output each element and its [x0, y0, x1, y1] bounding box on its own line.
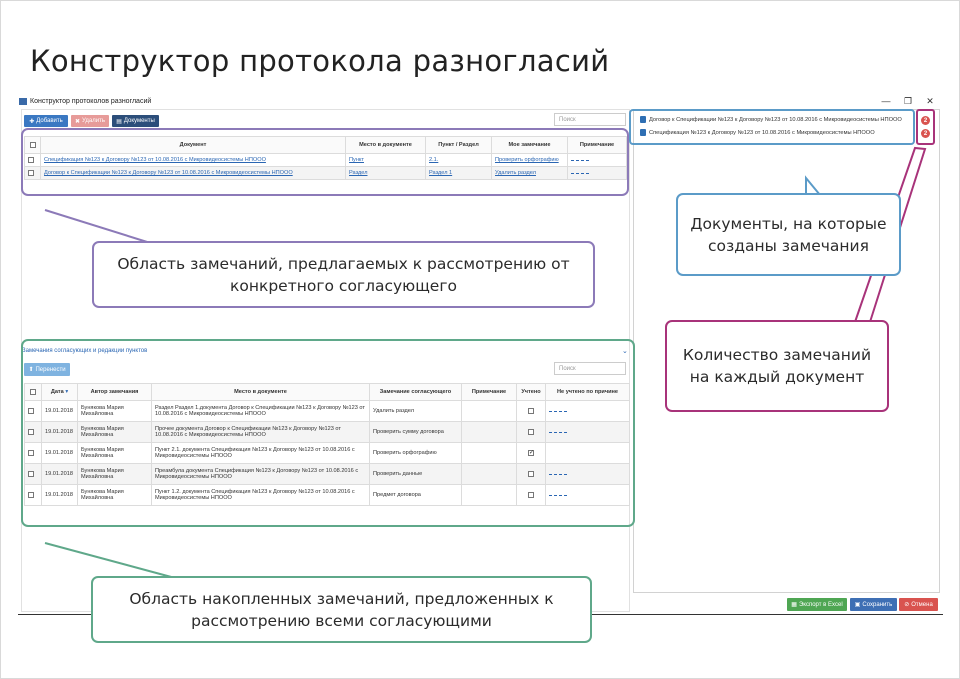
- item-link[interactable]: 2.1.: [429, 157, 439, 163]
- search-input[interactable]: Поиск: [554, 113, 626, 126]
- date-cell: 19.01.2018: [42, 485, 78, 506]
- document-link[interactable]: Договор к Спецификации №123 к Договору №123 от 10.08.2016 с Микровидеосистемы НПООО: [44, 170, 293, 176]
- remarks-count-badge: 2: [921, 116, 930, 125]
- sort-desc-icon: ▾: [65, 389, 69, 395]
- remark-link[interactable]: Проверить орфографию: [495, 157, 559, 163]
- document-title: Спецификация №123 к Договору №123 от 10.08.2016 с Микровидеосистемы НПООО: [649, 129, 875, 136]
- move-label: Перенести: [35, 366, 66, 373]
- remark-link[interactable]: Удалить раздел: [495, 170, 536, 176]
- export-label: Экспорт в Excel: [798, 601, 843, 608]
- place-link[interactable]: Пункт: [349, 157, 364, 163]
- author-cell: Бунякова Мария Михайловна: [78, 464, 152, 485]
- column-header[interactable]: Мое замечание: [492, 137, 568, 154]
- column-header[interactable]: Документ: [41, 137, 346, 154]
- delete-icon: ✖: [75, 118, 81, 125]
- documents-label: Документы: [123, 118, 155, 124]
- date-cell: 19.01.2018: [42, 401, 78, 422]
- add-label: Добавить: [36, 118, 63, 124]
- chevron-down-icon[interactable]: ⌄: [622, 348, 628, 355]
- place-cell: Пункт 1.2. документа Спецификация №123 к Договору №123 от 10.08.2016 с Микровидеосистемы НПООО: [152, 485, 370, 506]
- item-link[interactable]: Раздел 1: [429, 170, 453, 176]
- save-label: Сохранить: [862, 601, 893, 608]
- date-cell: 19.01.2018: [42, 422, 78, 443]
- minimize-icon[interactable]: —: [881, 96, 891, 106]
- column-header[interactable]: Примечание: [462, 384, 517, 401]
- remark-cell: Предмет договора: [370, 485, 462, 506]
- place-link[interactable]: Раздел: [349, 170, 368, 176]
- place-cell: Раздел Раздел 1.документа Договор к Спецификации №123 к Договору №123 от 10.08.2016 с Микровидеосистемы НПООО: [152, 401, 370, 422]
- remarks-count-badge: 2: [921, 129, 930, 138]
- column-header[interactable]: Место в документе: [346, 137, 426, 154]
- remark-cell: Удалить раздел: [370, 401, 462, 422]
- close-icon[interactable]: ✕: [926, 96, 934, 106]
- window-title: Конструктор протоколов разногласий: [30, 98, 152, 105]
- plus-icon: ✚: [29, 118, 35, 125]
- search-input[interactable]: Поиск: [554, 362, 626, 375]
- column-header[interactable]: Пункт / Раздел: [426, 137, 492, 154]
- remark-cell: Проверить данные: [370, 464, 462, 485]
- accumulated-section-title: Замечания согласующих и редакции пунктов: [22, 348, 148, 354]
- author-cell: Бунякова Мария Михайловна: [78, 401, 152, 422]
- place-cell: Преамбула документа Спецификация №123 к Договору №123 от 10.08.2016 с Микровидеосистемы НПООО: [152, 464, 370, 485]
- author-cell: Бунякова Мария Михайловна: [78, 485, 152, 506]
- cancel-icon: ⊘: [904, 602, 910, 608]
- document-link[interactable]: Спецификация №123 к Договору №123 от 10.08.2016 с Микровидеосистемы НПООО: [44, 157, 266, 163]
- callout-accumulated-text: Область накопленных замечаний, предложенных к рассмотрению всеми согласующими: [129, 589, 554, 630]
- callout-count-text: Количество замечаний на каждый документ: [682, 346, 872, 386]
- column-header[interactable]: Автор замечания: [78, 384, 152, 401]
- pointer-accumulated: [45, 543, 175, 578]
- author-cell: Бунякова Мария Михайловна: [78, 422, 152, 443]
- excel-icon: ▦: [791, 602, 797, 608]
- place-cell: Прочее документа Договор к Спецификации №123 к Договору №123 от 10.08.2016 с Микровидеосистемы НПООО: [152, 422, 370, 443]
- column-header[interactable]: Учтено: [517, 384, 546, 401]
- column-header[interactable]: Место в документе: [152, 384, 370, 401]
- documents-icon: ▤: [116, 118, 122, 125]
- delete-label: Удалить: [82, 118, 105, 124]
- restore-icon[interactable]: ❐: [903, 96, 913, 106]
- callout-remarks-text: Область замечаний, предлагаемых к рассмотрению от конкретного согласующего: [117, 254, 570, 295]
- column-header[interactable]: Дата ▾: [42, 384, 78, 401]
- place-cell: Пункт 2.1. документа Спецификация №123 к Договору №123 от 10.08.2016 с Микровидеосистемы НПООО: [152, 443, 370, 464]
- slide-title: Конструктор протокола разногласий: [30, 44, 610, 78]
- date-cell: 19.01.2018: [42, 464, 78, 485]
- author-cell: Бунякова Мария Михайловна: [78, 443, 152, 464]
- date-cell: 19.01.2018: [42, 443, 78, 464]
- column-header[interactable]: Замечание согласующего: [370, 384, 462, 401]
- arrow-up-icon: ⬆: [28, 367, 34, 373]
- column-header[interactable]: Примечание: [568, 137, 627, 154]
- callout-documents-text: Документы, на которые созданы замечания: [690, 214, 887, 255]
- document-title: Договор к Спецификации №123 к Договору №123 от 10.08.2016 с Микровидеосистемы НПООО: [649, 116, 902, 123]
- cancel-label: Отмена: [911, 601, 933, 608]
- remark-cell: Проверить орфографию: [370, 443, 462, 464]
- save-icon: ▣: [854, 602, 861, 608]
- remark-cell: Проверить сумму договора: [370, 422, 462, 443]
- column-header[interactable]: Не учтено по причине: [546, 384, 630, 401]
